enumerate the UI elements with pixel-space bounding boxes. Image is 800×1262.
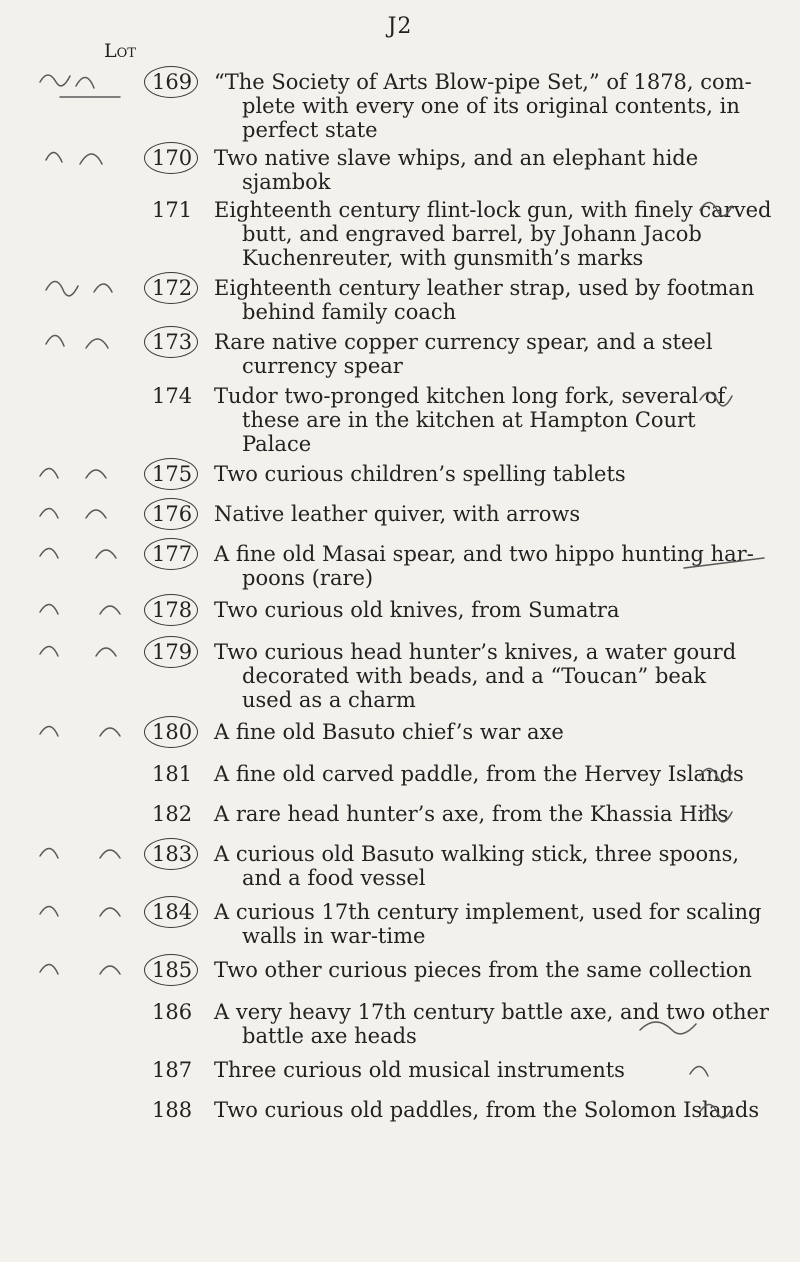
lot-line: poons (rare) xyxy=(242,566,374,590)
lot-number: 170 xyxy=(152,146,207,170)
lot-number: 186 xyxy=(152,1000,193,1024)
lot-line: these are in the kitchen at Hampton Court xyxy=(242,408,696,432)
lot-description xyxy=(214,720,784,744)
lot-line: Tudor two-pronged kitchen long fork, several of xyxy=(214,384,726,408)
lot-line: decorated with beads, and a “Toucan” beak xyxy=(242,664,707,688)
lot-line: Two curious head hunter’s knives, a water gourd xyxy=(214,640,737,664)
lot-number: 169 xyxy=(152,70,207,94)
lot-line: Two native slave whips, and an elephant hide xyxy=(214,146,699,170)
annotation-scrawl xyxy=(40,646,116,656)
lot-description xyxy=(214,146,784,194)
annotation-scrawl xyxy=(40,75,94,88)
annotation-scrawl xyxy=(46,281,112,295)
lot-line: Native leather quiver, with arrows xyxy=(214,502,581,526)
lot-description xyxy=(214,1058,784,1082)
lot-number: 185 xyxy=(152,958,207,982)
lot-number: 183 xyxy=(152,842,207,866)
lot-line: Kuchenreuter, with gunsmith’s marks xyxy=(242,246,644,270)
annotation-scrawl xyxy=(46,335,108,348)
lot-description xyxy=(214,598,784,622)
lot-line: Eighteenth century flint-lock gun, with finely carved xyxy=(214,198,772,222)
lot-description xyxy=(214,958,784,982)
lot-line: used as a charm xyxy=(242,688,416,712)
lot-line: Rare native copper currency spear, and a steel xyxy=(214,330,713,354)
lot-description xyxy=(214,900,784,948)
lot-line: walls in war-time xyxy=(242,924,426,948)
lot-line: Palace xyxy=(242,432,312,456)
lot-number: 179 xyxy=(152,640,207,664)
lot-line: butt, and engraved barrel, by Johann Jacob xyxy=(242,222,702,246)
lot-description xyxy=(214,640,784,712)
lot-number: 177 xyxy=(152,542,207,566)
lot-line: Eighteenth century leather strap, used by footman xyxy=(214,276,755,300)
lot-line: battle axe heads xyxy=(242,1024,417,1048)
lot-number: 184 xyxy=(152,900,207,924)
lot-line: and a food vessel xyxy=(242,866,426,890)
annotation-scrawl xyxy=(40,508,106,518)
lot-line: Two other curious pieces from the same collection xyxy=(214,958,752,982)
column-header: Lot xyxy=(104,40,136,62)
lot-description xyxy=(214,70,784,142)
lot-line: Two curious children’s spelling tablets xyxy=(214,462,626,486)
lot-line: behind family coach xyxy=(242,300,457,324)
lot-number: 188 xyxy=(152,1098,193,1122)
lot-number: 182 xyxy=(152,802,193,826)
lot-line: A fine old Basuto chief’s war axe xyxy=(214,720,564,744)
lot-line: A curious 17th century implement, used for scaling xyxy=(214,900,762,924)
lot-line: A very heavy 17th century battle axe, and two other xyxy=(214,1000,769,1024)
lot-number: 176 xyxy=(152,502,207,526)
lot-description xyxy=(214,802,784,826)
annotation-scrawl xyxy=(40,906,120,916)
lot-line: currency spear xyxy=(242,354,403,378)
lot-line: perfect state xyxy=(242,118,378,142)
lot-line: Two curious old paddles, from the Solomon Islands xyxy=(214,1098,760,1122)
lot-description xyxy=(214,330,784,378)
lot-number: 181 xyxy=(152,762,193,786)
lot-line: A fine old Masai spear, and two hippo hunting har- xyxy=(214,542,754,566)
lot-number: 175 xyxy=(152,462,207,486)
lot-description xyxy=(214,502,784,526)
lot-line: sjambok xyxy=(242,170,331,194)
lot-line: plete with every one of its original contents, in xyxy=(242,94,740,118)
lot-description xyxy=(214,198,784,270)
annotation-scrawl xyxy=(40,604,120,614)
lot-line: A rare head hunter’s axe, from the Khassia Hills xyxy=(214,802,729,826)
page-number: J2 xyxy=(387,14,413,39)
lot-number: 173 xyxy=(152,330,207,354)
annotation-scrawl xyxy=(40,848,120,858)
lot-number: 171 xyxy=(152,198,193,222)
lot-line: A fine old carved paddle, from the Hervey Islands xyxy=(214,762,744,786)
annotation-scrawl xyxy=(40,964,120,974)
lot-number: 180 xyxy=(152,720,207,744)
lot-number: 178 xyxy=(152,598,207,622)
lot-line: Two curious old knives, from Sumatra xyxy=(214,598,620,622)
lot-line: A curious old Basuto walking stick, three spoons, xyxy=(214,842,740,866)
lot-description xyxy=(214,762,784,786)
lot-number: 187 xyxy=(152,1058,193,1082)
lot-description xyxy=(214,842,784,890)
lot-description xyxy=(214,542,784,590)
annotation-scrawl xyxy=(40,726,120,736)
lot-description xyxy=(214,1098,784,1122)
lot-description xyxy=(214,276,784,324)
lot-line: Three curious old musical instruments xyxy=(214,1058,625,1082)
lot-description xyxy=(214,1000,784,1048)
lot-description xyxy=(214,384,784,456)
annotation-scrawl xyxy=(40,468,106,478)
lot-number: 172 xyxy=(152,276,207,300)
lot-number: 174 xyxy=(152,384,193,408)
annotation-scrawl xyxy=(46,152,102,164)
annotation-scrawl xyxy=(40,548,116,558)
lot-description xyxy=(214,462,784,486)
lot-line: “The Society of Arts Blow-pipe Set,” of 1878, com- xyxy=(214,70,752,94)
